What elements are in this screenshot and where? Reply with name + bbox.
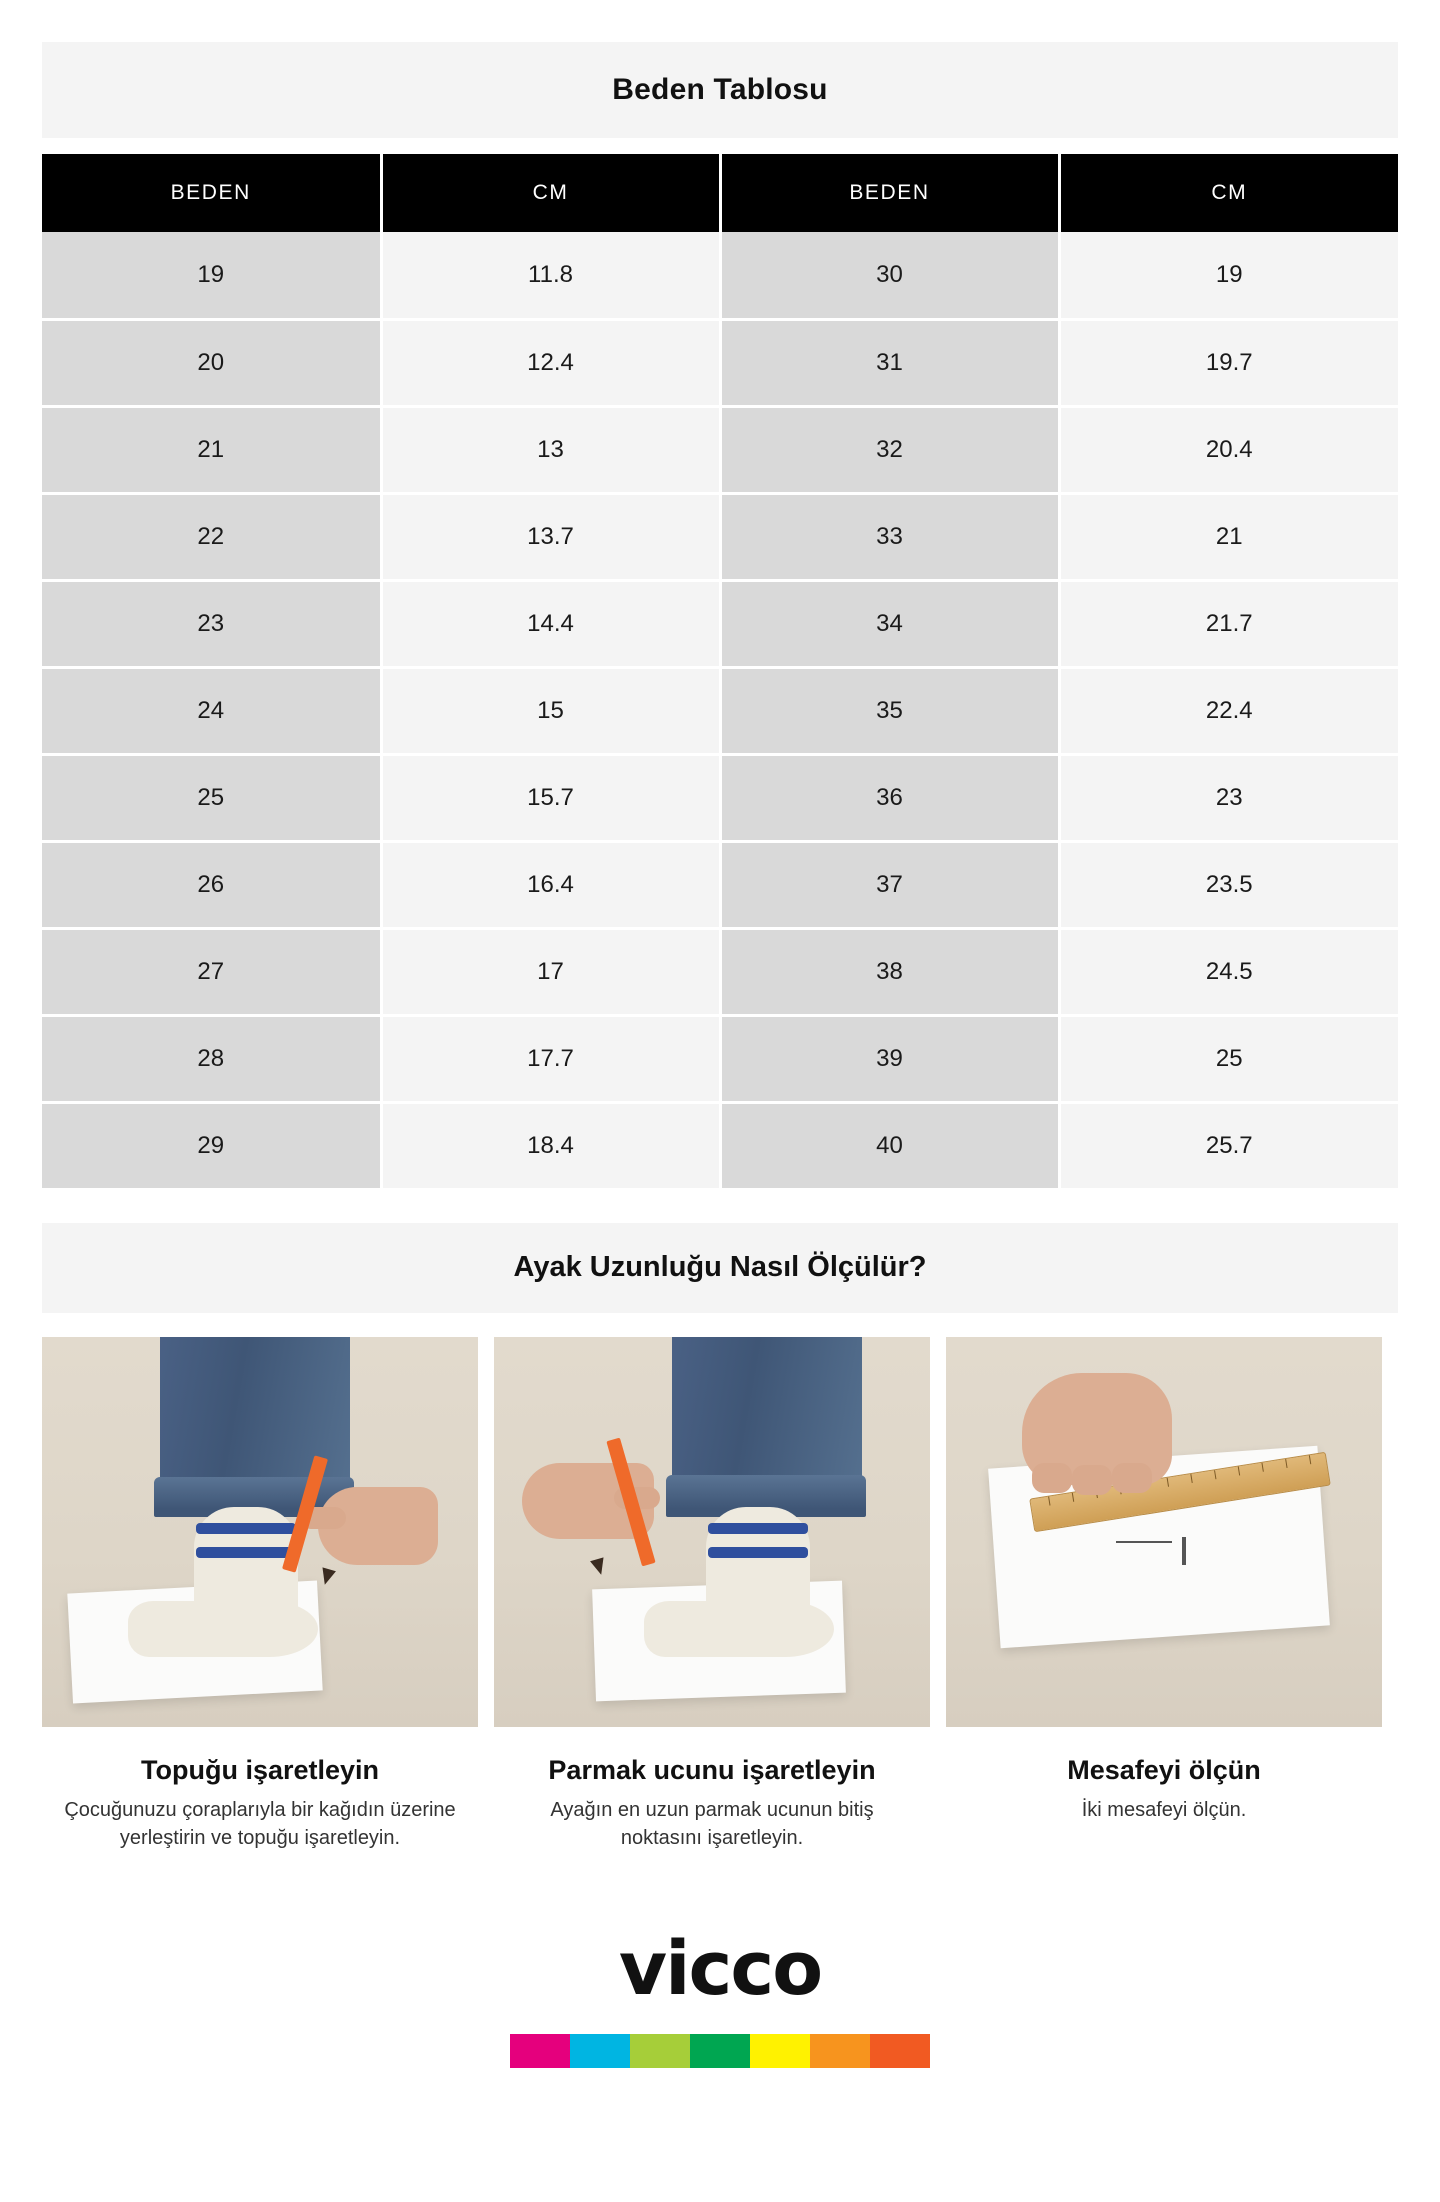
cell-cm-1: 15.7 [381,754,720,841]
column-header-cm-2: CM [1059,154,1398,232]
cell-beden-1: 23 [42,580,381,667]
cell-cm-2: 25 [1059,1015,1398,1102]
cell-beden-2: 36 [720,754,1059,841]
color-swatch-7 [870,2034,930,2068]
cell-cm-1: 16.4 [381,841,720,928]
howto-step-3 [946,1337,1382,1852]
table-row [42,1015,1398,1102]
vicco-logo: vicco [618,1925,822,2012]
cell-cm-2: 21.7 [1059,580,1398,667]
howto-title-bar [42,1223,1398,1313]
cell-beden-1: 29 [42,1102,381,1189]
color-swatch-6 [810,2034,870,2068]
cell-cm-1: 13 [381,406,720,493]
table-header-row [42,154,1398,232]
page-title: Beden Tablosu [612,73,828,106]
cell-cm-1: 11.8 [381,232,720,319]
cell-beden-2: 34 [720,580,1059,667]
brand-color-bar [510,2034,930,2068]
howto-title: Ayak Uzunluğu Nasıl Ölçülür? [513,1251,927,1283]
step-3-description: İki mesafeyi ölçün. [1081,1798,1247,1821]
table-row [42,841,1398,928]
size-chart-title-bar [42,42,1398,138]
color-swatch-4 [690,2034,750,2068]
table-row [42,667,1398,754]
column-header-beden-2: BEDEN [720,154,1059,232]
cell-cm-1: 15 [381,667,720,754]
footer [0,1926,1440,2068]
cell-cm-2: 23.5 [1059,841,1398,928]
cell-beden-2: 37 [720,841,1059,928]
howto-step-1 [42,1337,478,1852]
cell-cm-2: 20.4 [1059,406,1398,493]
cell-beden-2: 40 [720,1102,1059,1189]
cell-cm-2: 21 [1059,493,1398,580]
cell-cm-2: 19 [1059,232,1398,319]
cell-beden-2: 30 [720,232,1059,319]
size-chart-table [42,154,1398,1191]
cell-beden-2: 38 [720,928,1059,1015]
cell-beden-1: 21 [42,406,381,493]
cell-cm-1: 14.4 [381,580,720,667]
cell-beden-1: 28 [42,1015,381,1102]
table-head [42,154,1398,232]
step-3-heading: Mesafeyi ölçün [1067,1754,1261,1785]
marking-heel-photo [42,1337,478,1727]
table-row [42,493,1398,580]
color-swatch-2 [570,2034,630,2068]
color-swatch-1 [510,2034,570,2068]
cell-cm-1: 17.7 [381,1015,720,1102]
cell-cm-2: 24.5 [1059,928,1398,1015]
color-swatch-5 [750,2034,810,2068]
step-2-description: Ayağın en uzun parmak ucunun bitiş noktasını işaretleyin. [550,1798,874,1849]
cell-beden-2: 31 [720,319,1059,406]
cell-cm-2: 25.7 [1059,1102,1398,1189]
cell-cm-1: 17 [381,928,720,1015]
cell-cm-1: 18.4 [381,1102,720,1189]
color-swatch-3 [630,2034,690,2068]
cell-beden-1: 19 [42,232,381,319]
cell-cm-1: 12.4 [381,319,720,406]
size-guide-page [0,42,1440,2202]
step-2-heading: Parmak ucunu işaretleyin [548,1754,876,1785]
marking-toe-photo [494,1337,930,1727]
cell-beden-1: 24 [42,667,381,754]
cell-beden-1: 26 [42,841,381,928]
howto-steps [42,1337,1398,1852]
table-row [42,232,1398,319]
table-row [42,580,1398,667]
cell-beden-1: 25 [42,754,381,841]
table-body [42,232,1398,1189]
cell-cm-2: 22.4 [1059,667,1398,754]
cell-cm-2: 23 [1059,754,1398,841]
cell-cm-2: 19.7 [1059,319,1398,406]
cell-beden-2: 35 [720,667,1059,754]
step-1-heading: Topuğu işaretleyin [140,1754,380,1785]
cell-cm-1: 13.7 [381,493,720,580]
cell-beden-1: 22 [42,493,381,580]
cell-beden-2: 39 [720,1015,1059,1102]
howto-step-2 [494,1337,930,1852]
cell-beden-1: 27 [42,928,381,1015]
measuring-distance-photo [946,1337,1382,1727]
table-row [42,754,1398,841]
table-row [42,1102,1398,1189]
cell-beden-2: 32 [720,406,1059,493]
cell-beden-1: 20 [42,319,381,406]
step-1-description: Çocuğunuzu çoraplarıyla bir kağıdın üzerine yerleştirin ve topuğu işaretleyin. [64,1798,456,1849]
table-row [42,319,1398,406]
column-header-cm-1: CM [381,154,720,232]
table-row [42,928,1398,1015]
column-header-beden-1: BEDEN [42,154,381,232]
cell-beden-2: 33 [720,493,1059,580]
table-row [42,406,1398,493]
